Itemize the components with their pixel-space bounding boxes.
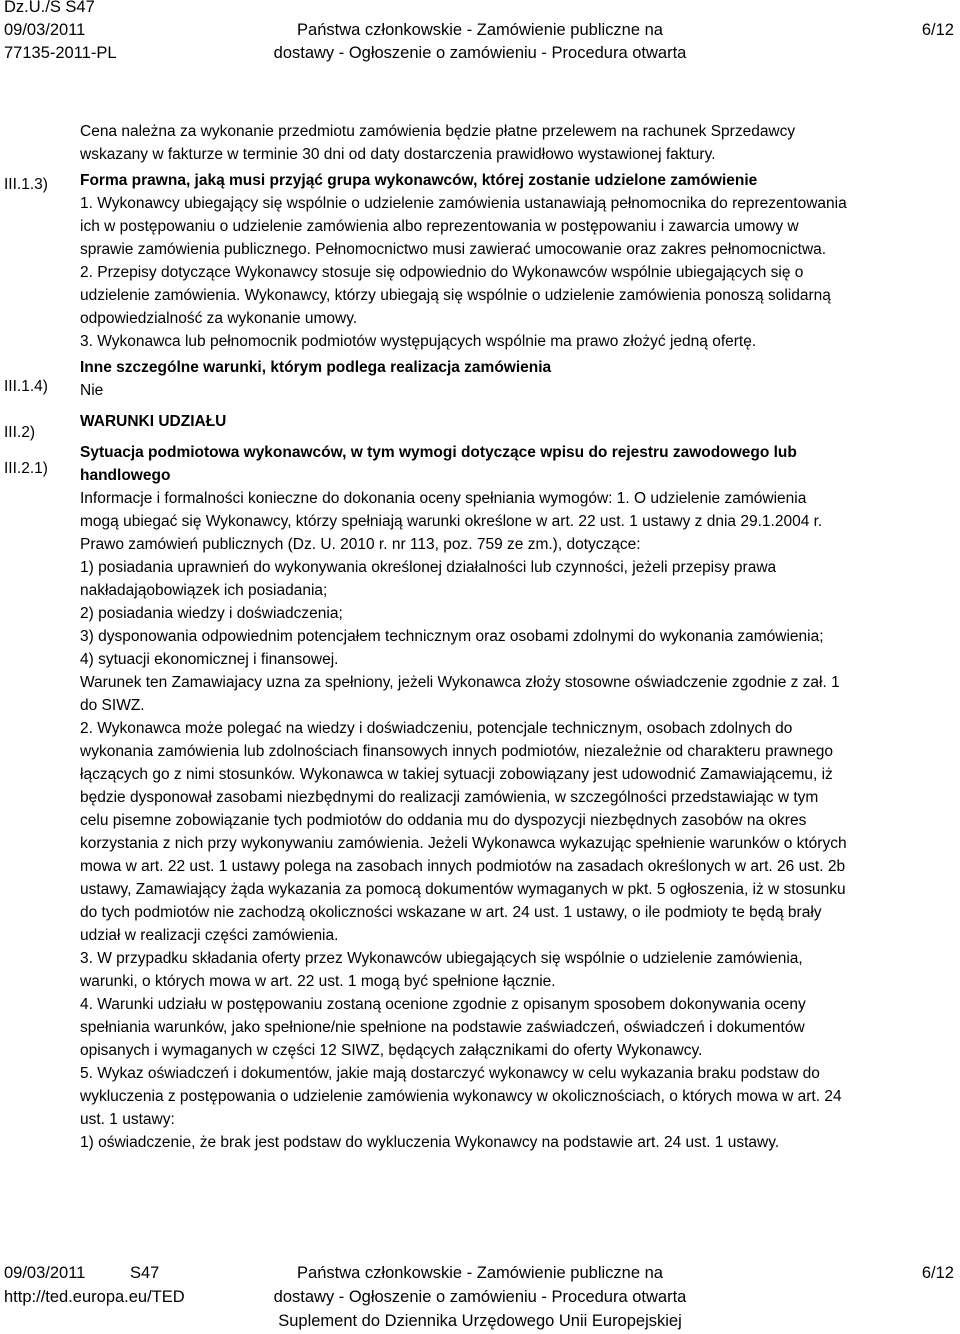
body-line: 2) posiadania wiedzy i doświadczenia; — [80, 605, 343, 622]
page-footer — [0, 1260, 960, 1334]
body-line: 1. Wykonawcy ubiegający się wspólnie o udzielenie zamówienia ustanawiają pełnomocnika do reprezentowania — [80, 195, 847, 212]
body-line: wykonania zamówienia lub zdolnościach finansowych innych podmiotów, niezależnie od charakteru prawnego — [80, 743, 834, 760]
body-line: 4. Warunki udziału w postępowaniu zostaną ocenione zgodnie z opisanym sposobem dokonywania oceny — [80, 996, 806, 1013]
header-ref: Dz.U./S S47 — [4, 0, 95, 16]
body-line: opisanych i wymaganych w części 12 SIWZ, będących załącznikami do oferty Wykonawcy. — [80, 1042, 703, 1059]
footer-title-line3: Suplement do Dziennika Urzędowego Unii Europejskiej — [278, 1312, 682, 1330]
body-line: warunki, o których mowa w art. 22 ust. 1 mogą być spełnione łącznie. — [80, 973, 556, 990]
section-number: III.1.4) — [4, 378, 48, 395]
body-line: Nie — [80, 382, 104, 399]
body-line: wykluczenia z postępowania o udzielenie zamówienia wykonawcy w okolicznościach, o których mowa w art. 24 — [80, 1088, 842, 1105]
body-line: odpowiedzialność za wykonanie umowy. — [80, 310, 358, 327]
body-line: 1) posiadania uprawnień do wykonywania określonej działalności lub czynności, jeżeli przepisy prawa — [80, 559, 777, 576]
section-heading: Forma prawna, jaką musi przyjąć grupa wykonawców, której zostanie udzielone zamówienie — [80, 172, 758, 189]
section-heading: handlowego — [80, 467, 171, 484]
body-line: 5. Wykaz oświadczeń i dokumentów, jakie mają dostarczyć wykonawcy w celu wykazania braku podstaw do — [80, 1065, 820, 1082]
body-line: Prawo zamówień publicznych (Dz. U. 2010 r. nr 113, poz. 759 ze zm.), dotyczące: — [80, 536, 641, 553]
footer-series: S47 — [130, 1264, 160, 1282]
body-line: mogą ubiegać się Wykonawcy, którzy spełniają warunki określone w art. 22 ust. 1 ustawy z dnia 29.1.2004 r. — [80, 513, 823, 530]
body-line: mowa w art. 22 ust. 1 ustawy polega na zasobach innych podmiotów na zasadach określonych w art. 26 ust. 2b — [80, 858, 846, 875]
body-line: ust. 1 ustawy: — [80, 1111, 175, 1128]
body-line: sprawie zamówienia publicznego. Pełnomocnictwo musi zawierać umocowanie oraz zakres pełnomocnictwa. — [80, 241, 827, 258]
body-line: 4) sytuacji ekonomicznej i finansowej. — [80, 651, 339, 668]
header-page-number: 6/12 — [921, 21, 954, 39]
section-heading: Inne szczególne warunki, którym podlega realizacja zamówienia — [80, 359, 552, 376]
section-number: III.1.3) — [4, 176, 48, 193]
body-line: udział w realizacji części zamówienia. — [80, 927, 339, 944]
body-line: 3. Wykonawca lub pełnomocnik podmiotów występujących wspólnie ma prawo złożyć jedną ofertę. — [80, 333, 757, 350]
header-title-line1: Państwa członkowskie - Zamówienie publiczne na — [297, 21, 663, 39]
body-line: 2. Przepisy dotyczące Wykonawcy stosuje się odpowiednio do Wykonawców wspólnie ubiegających się o — [80, 264, 804, 281]
body-line: udzielenie zamówienia. Wykonawcy, którzy ubiegają się wspólnie o udzielenie zamówienia ponoszą solidarną — [80, 287, 831, 304]
body-line: 3. W przypadku składania oferty przez Wykonawców ubiegających się wspólnie o udzielenie zamówienia, — [80, 950, 803, 967]
body-line: 2. Wykonawca może polegać na wiedzy i doświadczeniu, potencjale technicznym, osobach zdolnych do — [80, 720, 793, 737]
body-line: 1) oświadczenie, że brak jest podstaw do wykluczenia Wykonawcy na podstawie art. 24 ust. 1 ustawy. — [80, 1134, 780, 1151]
body-line: ich w postępowaniu o udzielenie zamówienia albo reprezentowania w postępowaniu i zawarcia umowy w — [80, 218, 799, 235]
footer-date: 09/03/2011 — [4, 1264, 86, 1282]
body-line: celu pisemne zobowiązanie tych podmiotów do oddania mu do dyspozycji niezbędnych zasobów na okres — [80, 812, 807, 829]
body-line: Warunek ten Zamawiajacy uzna za spełniony, jeżeli Wykonawca złoży stosowne oświadczenie zgodnie z zał. 1 — [80, 674, 840, 691]
body-line: wskazany w fakturze w terminie 30 dni od daty dostarczenia prawidłowo wystawionej faktury. — [80, 146, 716, 163]
body-line: do tych podmiotów nie zachodzą okoliczności wskazane w art. 24 ust. 1 ustawy, o ile podmioty te będą brały — [80, 904, 822, 921]
header-doc-id: 77135-2011-PL — [4, 44, 117, 62]
body-line: do SIWZ. — [80, 697, 145, 714]
section-number: III.2.1) — [4, 460, 48, 477]
body-line: Informacje i formalności konieczne do dokonania oceny spełniania wymogów: 1. O udzielenie zamówienia — [80, 490, 807, 507]
body-line: korzystania z nich przy wykonywaniu zamówienia. Jeżeli Wykonawca wykazując spełnienie warunków o których — [80, 835, 847, 852]
body-line: będzie dysponował zasobami niezbędnymi do realizacji zamówienia, w szczególności przedstawiając w tym — [80, 789, 819, 806]
header-date: 09/03/2011 — [4, 21, 86, 39]
page-header — [0, 0, 960, 70]
body-line: ustawy, Zamawiający żąda wykazania za pomocą dokumentów wymaganych w pkt. 5 ogłoszenia, iż w stosunku — [80, 881, 846, 898]
section-heading: WARUNKI UDZIAŁU — [80, 413, 227, 430]
footer-page-number: 6/12 — [921, 1264, 954, 1282]
footer-title-line2: dostawy - Ogłoszenie o zamówieniu - Procedura otwarta — [273, 1288, 687, 1306]
section-heading: Sytuacja podmiotowa wykonawców, w tym wymogi dotyczące wpisu do rejestru zawodowego lub — [80, 444, 797, 461]
footer-title-line1: Państwa członkowskie - Zamówienie publiczne na — [297, 1264, 663, 1282]
body-line: nakładająobowiązek ich posiadania; — [80, 582, 328, 599]
section-number: III.2) — [4, 424, 36, 441]
body-line: łączących go z nimi stosunków. Wykonawca w takiej sytuacji zobowiązany jest udowodnić Zamawiającemu, iż — [80, 766, 833, 783]
body-line: 3) dysponowania odpowiednim potencjałem technicznym oraz osobami zdolnymi do wykonania zamówienia; — [80, 628, 824, 645]
header-title-line2: dostawy - Ogłoszenie o zamówieniu - Procedura otwarta — [273, 44, 687, 62]
body-line: spełniania warunków, jako spełnione/nie spełnione na podstawie zaświadczeń, oświadczeń i dokumentów — [80, 1019, 805, 1036]
body-line: Cena należna za wykonanie przedmiotu zamówienia będzie płatne przelewem na rachunek Sprzedawcy — [80, 123, 796, 140]
footer-url-link[interactable]: http://ted.europa.eu/TED — [4, 1288, 185, 1306]
document-body — [80, 120, 952, 1154]
